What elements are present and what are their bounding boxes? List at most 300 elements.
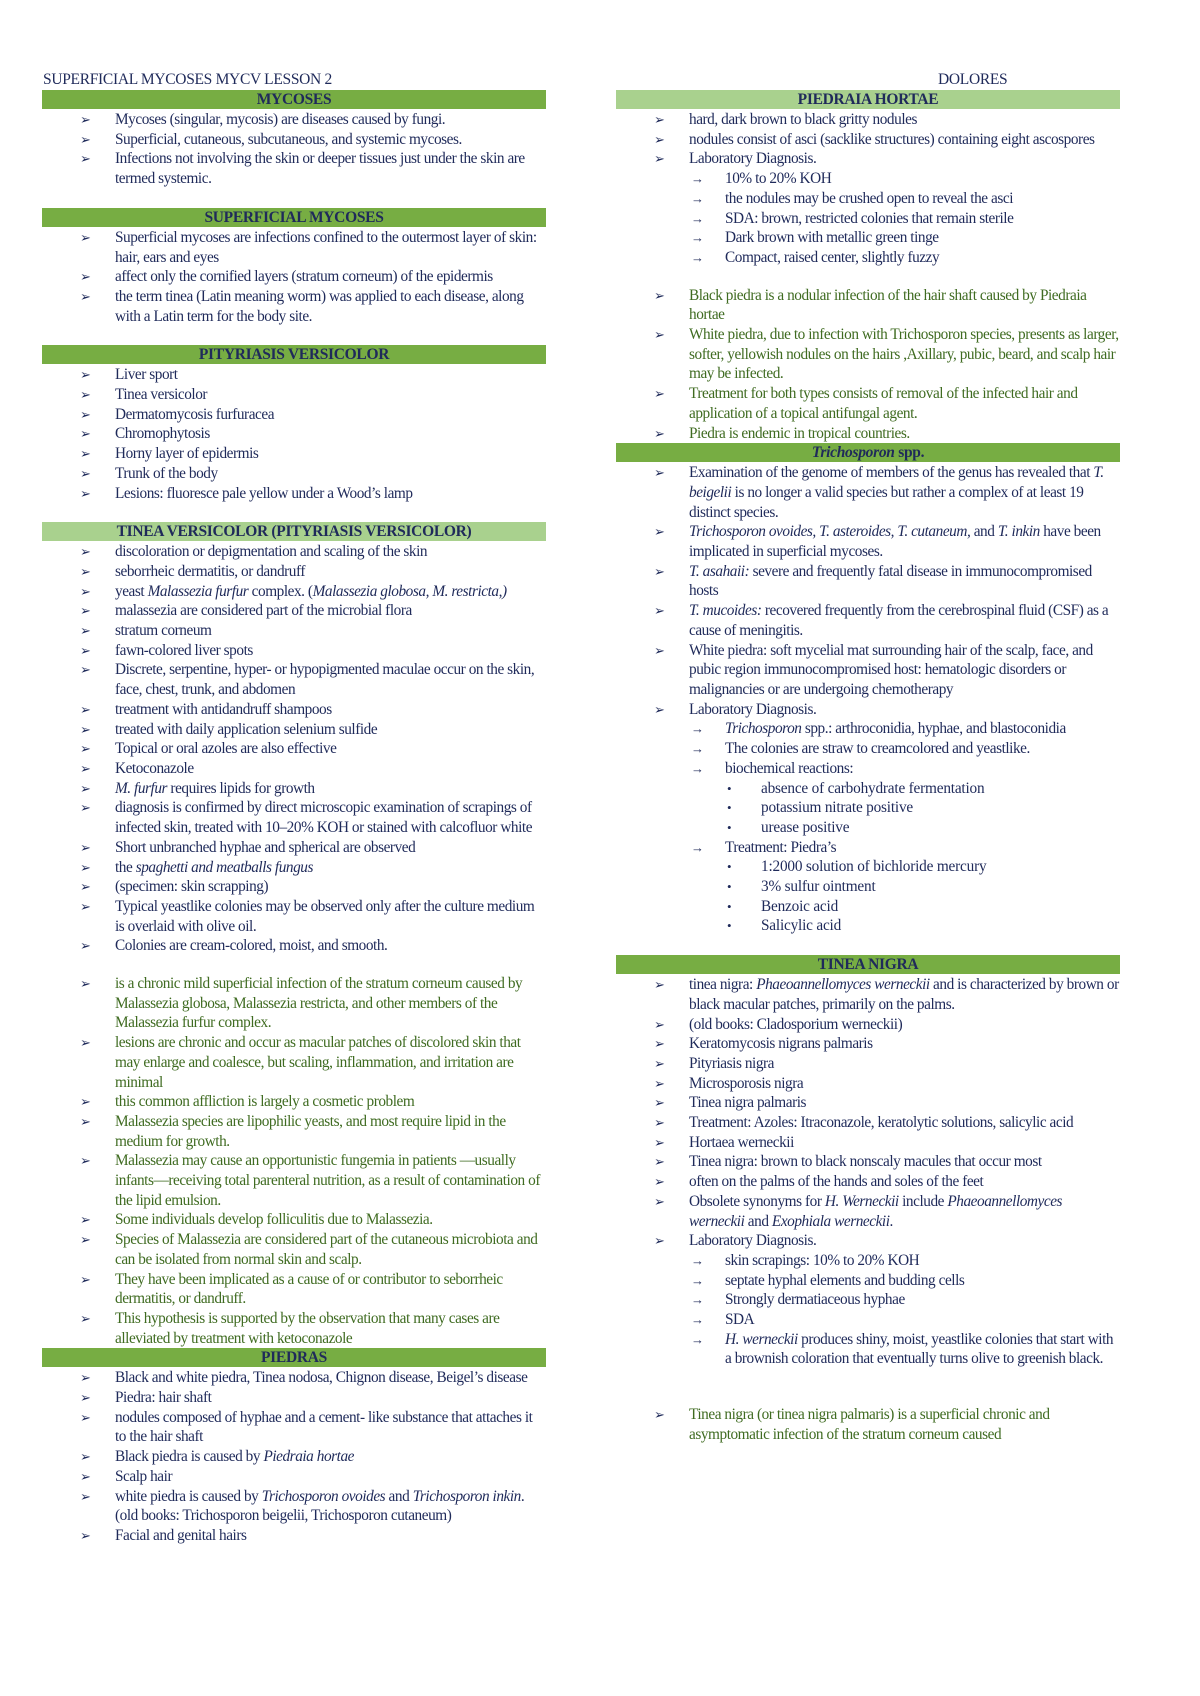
arrow-bullet-icon: ➢: [80, 623, 91, 639]
list-item-text: Some individuals develop folliculitis due to Malassezia.: [115, 1211, 433, 1229]
arrow-bullet-icon: ➢: [654, 642, 665, 658]
arrow-bullet-icon: ➢: [654, 977, 665, 993]
list-item: [616, 1133, 1120, 1153]
list-item: [42, 582, 546, 602]
list-item-text: malassezia are considered part of the microbial flora: [115, 602, 412, 620]
list-item-text: Tinea nigra palmaris: [689, 1094, 807, 1112]
section-title: TINEA NIGRA: [616, 955, 1120, 974]
arrow-bullet-icon: ➢: [80, 859, 91, 875]
arrow-bullet-icon: ➢: [654, 131, 665, 147]
list-item: [42, 287, 546, 326]
right-arrow-icon: →: [691, 741, 704, 757]
sub-list-item-text: SDA: [725, 1311, 755, 1329]
right-arrow-icon: →: [691, 1312, 704, 1328]
list-item-text: Treatment for both types consists of removal of the infected hair and application of a topical antifungal agent.: [689, 385, 1078, 422]
list-item-text: M. furfur requires lipids for growth: [115, 779, 315, 797]
arrow-bullet-icon: ➢: [80, 1271, 91, 1287]
list-item: [616, 522, 1120, 561]
list-item-text: fawn-colored liver spots: [115, 641, 253, 659]
list-item: [42, 621, 546, 641]
list-item-text: Black and white piedra, Tinea nodosa, Chignon disease, Beigel’s disease: [115, 1369, 528, 1387]
right-arrow-icon: →: [691, 210, 704, 226]
arrow-bullet-icon: ➢: [654, 524, 665, 540]
list-item: [616, 424, 1120, 444]
sub-list-item-text: Compact, raised center, slightly fuzzy: [725, 248, 940, 266]
section-title: MYCOSES: [42, 90, 546, 109]
list-item-text: affect only the cornified layers (stratum corneum) of the epidermis: [115, 268, 493, 286]
list-item: [42, 1526, 546, 1546]
list-item: [616, 149, 1120, 267]
list-item-text: tinea nigra: Phaeoannellomyces werneckii and is characterized by brown or black macular patches, primarily on the palms.: [689, 976, 1119, 1013]
nested-list-item: [725, 857, 1120, 877]
left-section: [42, 522, 546, 1348]
list-item-text: Black piedra is a nodular infection of the hair shaft caused by Piedraia hortae: [689, 286, 1087, 324]
section-title: PIEDRAIA HORTAE: [616, 90, 1120, 109]
list-item: [42, 1270, 546, 1309]
section-gap: [42, 326, 546, 345]
nested-list-item-text: Benzoic acid: [761, 897, 839, 915]
right-section: [616, 955, 1120, 1444]
sub-list-item-text: biochemical reactions:: [725, 759, 854, 777]
arrow-bullet-icon: ➢: [80, 701, 91, 717]
arrow-bullet-icon: ➢: [80, 288, 91, 304]
arrow-bullet-icon: ➢: [80, 721, 91, 737]
sub-list-item-text: Strongly dermatiaceous hyphae: [725, 1291, 905, 1309]
list-item: [42, 936, 546, 956]
dot-bullet-icon: •: [727, 859, 732, 875]
list-item-text: White piedra, due to infection with Trichosporon species, presents as larger, softer, yellowish nodules on the hairs ,Axillary, pubic, beard, and scalp hair may be infected.: [689, 326, 1119, 383]
arrow-bullet-icon: ➢: [654, 1407, 665, 1423]
section-title: SUPERFICIAL MYCOSES: [42, 208, 546, 227]
list-item: [616, 384, 1120, 423]
list-item: [616, 1152, 1120, 1172]
arrow-bullet-icon: ➢: [80, 603, 91, 619]
right-arrow-icon: →: [691, 1292, 704, 1308]
list-item: [42, 464, 546, 484]
list-item-text: Lesions: fluoresce pale yellow under a Wood’s lamp: [115, 484, 413, 502]
list-item: [42, 1388, 546, 1408]
list-item: [42, 1092, 546, 1112]
list-item: [42, 660, 546, 699]
arrow-bullet-icon: ➢: [654, 1233, 665, 1249]
list-item-text: Discrete, serpentine, hyper- or hypopigmented maculae occur on the skin, face, chest, trunk, and abdomen: [115, 661, 535, 699]
sub-list-item-text: 10% to 20% KOH: [725, 170, 832, 188]
list-item-text: Black piedra is caused by Piedraia hortae: [115, 1448, 354, 1466]
list-item-text: Mycoses (singular, mycosis) are diseases caused by fungi.: [115, 111, 446, 128]
list-item-text: lesions are chronic and occur as macular patches of discolored skin that may enlarge and coalesce, but scaling, inflammation, and irritation are minimal: [115, 1034, 521, 1091]
arrow-bullet-icon: ➢: [80, 760, 91, 776]
nested-list-item-text: Salicylic acid: [761, 917, 842, 935]
arrow-bullet-icon: ➢: [654, 386, 665, 402]
list-item-text: Superficial mycoses are infections confined to the outermost layer of skin: hair, ears and eyes: [115, 228, 537, 266]
arrow-bullet-icon: ➢: [80, 269, 91, 285]
list-item-text: treated with daily application selenium sulfide: [115, 720, 378, 738]
bullet-list: [616, 975, 1120, 1444]
sub-list-item: [689, 228, 1120, 248]
list-item-text: Topical or oral azoles are also effective: [115, 740, 337, 758]
left-section: [42, 345, 546, 503]
bullet-list: [42, 228, 546, 327]
list-item: [616, 110, 1120, 130]
arrow-bullet-icon: ➢: [80, 938, 91, 954]
right-arrow-icon: →: [691, 760, 704, 776]
list-item: [42, 838, 546, 858]
arrow-bullet-icon: ➢: [80, 1449, 91, 1465]
list-item-text: discoloration or depigmentation and scaling of the skin: [115, 543, 428, 561]
list-item: [616, 1054, 1120, 1074]
dot-bullet-icon: •: [727, 800, 732, 816]
arrow-bullet-icon: ➢: [654, 563, 665, 579]
list-item-text: Treatment: Azoles: Itraconazole, keratolytic solutions, salicylic acid: [689, 1114, 1074, 1132]
dot-bullet-icon: •: [727, 918, 732, 934]
arrow-bullet-icon: ➢: [80, 406, 91, 422]
list-item: [42, 1309, 546, 1348]
dot-bullet-icon: •: [727, 780, 732, 796]
list-item-text: They have been implicated as a cause of or contributor to seborrheic dermatitis, or dandruff.: [115, 1270, 503, 1308]
list-item: [42, 1368, 546, 1388]
arrow-bullet-icon: ➢: [654, 151, 665, 167]
nested-list-item: [725, 916, 1120, 936]
list-item: [42, 424, 546, 444]
list-item: [42, 641, 546, 661]
list-item-text: is a chronic mild superficial infection of the stratum corneum caused by Malassezia globosa, Malassezia restricta, and other members of the Malassezia furfur complex.: [115, 975, 523, 1032]
list-item-text: Species of Malassezia are considered part of the cutaneous microbiota and can be isolated from normal skin and scalp.: [115, 1231, 538, 1268]
arrow-bullet-icon: ➢: [654, 465, 665, 481]
arrow-bullet-icon: ➢: [80, 800, 91, 816]
right-arrow-icon: →: [691, 190, 704, 206]
right-arrow-icon: →: [691, 1272, 704, 1288]
nested-list-item: [725, 877, 1120, 897]
list-item-text: T. mucoides: recovered frequently from the cerebrospinal fluid (CSF) as a cause of meningitis.: [689, 602, 1109, 639]
list-item: [42, 1033, 546, 1092]
sub-list-item-text: the nodules may be crushed open to reveal the asci: [725, 189, 1014, 207]
list-item: [616, 130, 1120, 150]
section-gap: [616, 936, 1120, 955]
list-item: [42, 739, 546, 759]
list-item: [616, 1015, 1120, 1035]
list-item: [616, 562, 1120, 601]
right-arrow-icon: →: [691, 1252, 704, 1268]
list-item: [42, 484, 546, 504]
list-item: [42, 444, 546, 464]
arrow-bullet-icon: ➢: [80, 387, 91, 403]
list-item-text: Microsporosis nigra: [689, 1074, 804, 1092]
list-item-text: Piedra: hair shaft: [115, 1389, 212, 1407]
arrow-bullet-icon: ➢: [654, 1193, 665, 1209]
sub-list: [689, 719, 1120, 936]
arrow-bullet-icon: ➢: [80, 1468, 91, 1484]
list-item: [42, 149, 546, 188]
arrow-bullet-icon: ➢: [80, 446, 91, 462]
right-section: [616, 90, 1120, 443]
arrow-bullet-icon: ➢: [80, 879, 91, 895]
list-item: [42, 130, 546, 150]
arrow-bullet-icon: ➢: [654, 1075, 665, 1091]
spacer: [616, 1387, 1120, 1405]
bullet-list: [616, 110, 1120, 443]
left-column: [42, 90, 546, 1546]
right-column: [616, 90, 1120, 1445]
arrow-bullet-icon: ➢: [80, 1488, 91, 1504]
list-item-text: Examination of the genome of members of the genus has revealed that T. beigelii is no longer a valid species but rather a complex of at least 19 distinct species.: [689, 464, 1104, 521]
list-item: [42, 1467, 546, 1487]
list-item: [42, 1447, 546, 1467]
arrow-bullet-icon: ➢: [80, 1153, 91, 1169]
nested-list-item: [725, 897, 1120, 917]
list-item-text: Dermatomycosis furfuracea: [115, 405, 275, 423]
arrow-bullet-icon: ➢: [80, 112, 91, 127]
list-item-text: (specimen: skin scrapping): [115, 878, 269, 896]
list-item-text: (old books: Cladosporium werneckii): [689, 1015, 903, 1033]
arrow-bullet-icon: ➢: [80, 1390, 91, 1406]
arrow-bullet-icon: ➢: [80, 229, 91, 245]
arrow-bullet-icon: ➢: [654, 112, 665, 127]
sub-list-item: [689, 838, 1120, 937]
arrow-bullet-icon: ➢: [654, 425, 665, 441]
arrow-bullet-icon: ➢: [654, 287, 665, 303]
list-item-text: Tinea nigra: brown to black nonscaly macules that occur most: [689, 1153, 1042, 1171]
sub-list-item: [689, 189, 1120, 209]
list-item-text: Laboratory Diagnosis.: [689, 1232, 817, 1250]
arrow-bullet-icon: ➢: [80, 151, 91, 167]
list-item: [42, 542, 546, 562]
arrow-bullet-icon: ➢: [654, 1154, 665, 1170]
arrow-bullet-icon: ➢: [654, 1134, 665, 1150]
bullet-list: [42, 365, 546, 503]
arrow-bullet-icon: ➢: [80, 1310, 91, 1326]
list-item: [42, 877, 546, 897]
arrow-bullet-icon: ➢: [80, 642, 91, 658]
list-item: [42, 897, 546, 936]
sub-list-item-text: Trichosporon spp.: arthroconidia, hyphae, and blastoconidia: [725, 720, 1066, 738]
right-arrow-icon: →: [691, 839, 704, 855]
list-item-text: Trichosporon ovoides, T. asteroides, T. cutaneum, and T. inkin have been implicated in superficial mycoses.: [689, 523, 1101, 561]
arrow-bullet-icon: ➢: [654, 1115, 665, 1131]
right-arrow-icon: →: [691, 721, 704, 737]
list-item-text: Typical yeastlike colonies may be observed only after the culture medium is overlaid with olive oil.: [115, 897, 535, 935]
list-item-text: Liver sport: [115, 366, 178, 384]
sub-list-item-text: septate hyphal elements and budding cells: [725, 1271, 965, 1289]
list-item-text: treatment with antidandruff shampoos: [115, 700, 332, 718]
list-item: [42, 720, 546, 740]
arrow-bullet-icon: ➢: [80, 1035, 91, 1051]
list-item-text: Laboratory Diagnosis.: [689, 700, 817, 718]
list-item-text: This hypothesis is supported by the observation that many cases are alleviated by treatment with ketoconazole: [115, 1309, 500, 1347]
left-section: [42, 90, 546, 189]
list-item-text: Piedra is endemic in tropical countries.: [689, 424, 910, 442]
dot-bullet-icon: •: [727, 879, 732, 895]
list-item-text: nodules composed of hyphae and a cement- like substance that attaches it to the hair shaft: [115, 1408, 533, 1446]
list-item: [42, 1408, 546, 1447]
section-title: PITYRIASIS VERSICOLOR: [42, 345, 546, 364]
arrow-bullet-icon: ➢: [80, 1409, 91, 1425]
list-item: [42, 798, 546, 837]
list-item: [616, 1093, 1120, 1113]
list-item-text: seborrheic dermatitis, or dandruff: [115, 562, 306, 580]
sub-list-item-text: The colonies are straw to creamcolored and yeastlike.: [725, 740, 1030, 758]
list-item-text: White piedra: soft mycelial mat surrounding hair of the scalp, face, and pubic region immunocompromised host: hematologic disorders or malignancies or are undergoing chemotherapy: [689, 641, 1093, 698]
list-item-text: Chromophytosis: [115, 425, 210, 443]
arrow-bullet-icon: ➢: [80, 662, 91, 678]
list-item-text: stratum corneum: [115, 622, 212, 640]
arrow-bullet-icon: ➢: [80, 1094, 91, 1110]
list-item: [42, 700, 546, 720]
list-item-text: Tinea nigra (or tinea nigra palmaris) is a superficial chronic and asymptomatic infection of the stratum corneum caused: [689, 1406, 1050, 1443]
list-item: [42, 110, 546, 130]
right-arrow-icon: →: [691, 1331, 704, 1347]
list-item-text: hard, dark brown to black gritty nodules: [689, 111, 917, 128]
arrow-bullet-icon: ➢: [80, 898, 91, 914]
list-item-text: Trunk of the body: [115, 464, 218, 482]
document-header-left: SUPERFICIAL MYCOSES MYCV LESSON 2: [43, 71, 332, 88]
sub-list-item: [689, 739, 1120, 759]
list-item: [616, 975, 1120, 1014]
list-item: [42, 974, 546, 1033]
arrow-bullet-icon: ➢: [80, 741, 91, 757]
arrow-bullet-icon: ➢: [654, 1174, 665, 1190]
list-item-text: Tinea versicolor: [115, 386, 208, 404]
list-item: [42, 1210, 546, 1230]
list-item: [42, 779, 546, 799]
left-section: [42, 208, 546, 327]
nested-bullet-list: [725, 857, 1120, 936]
list-item: [42, 1487, 546, 1526]
section-gap: [42, 503, 546, 522]
right-arrow-icon: →: [691, 171, 704, 187]
list-item-text: Infections not involving the skin or deeper tissues just under the skin are termed systemic.: [115, 150, 525, 188]
list-item: [42, 365, 546, 385]
list-item-text: Colonies are cream-colored, moist, and smooth.: [115, 937, 388, 955]
list-item-text: this common affliction is largely a cosmetic problem: [115, 1093, 415, 1111]
list-item: [42, 1151, 546, 1210]
nested-list-item: [725, 798, 1120, 818]
section-title: PIEDRAS: [42, 1348, 546, 1367]
sub-list-item: [689, 1271, 1120, 1291]
list-item-text: nodules consist of asci (sacklike structures) containing eight ascospores: [689, 130, 1095, 148]
sub-list-item: [689, 248, 1120, 268]
list-item-text: Pityriasis nigra: [689, 1054, 774, 1072]
sub-list-item: [689, 1330, 1120, 1369]
list-item: [42, 405, 546, 425]
arrow-bullet-icon: ➢: [654, 1036, 665, 1052]
arrow-bullet-icon: ➢: [80, 1528, 91, 1543]
bullet-list: [42, 110, 546, 189]
list-item-text: Malassezia may cause an opportunistic fungemia in patients —usually infants—receiving total parenteral nutrition, as a result of contamination of the lipid emulsion.: [115, 1152, 540, 1209]
list-item: [616, 1172, 1120, 1192]
list-item-text: Facial and genital hairs: [115, 1527, 247, 1544]
list-item-text: Short unbranched hyphae and spherical are observed: [115, 838, 416, 856]
list-item-text: Obsolete synonyms for H. Werneckii include Phaeoannellomyces werneckii and Exophiala werneckii.: [689, 1192, 1063, 1230]
list-item-text: Superficial, cutaneous, subcutaneous, and systemic mycoses.: [115, 130, 462, 148]
arrow-bullet-icon: ➢: [80, 485, 91, 501]
list-item-text: T. asahaii: severe and frequently fatal disease in immunocompromised hosts: [689, 562, 1092, 600]
arrow-bullet-icon: ➢: [654, 327, 665, 343]
list-item-text: Malassezia species are lipophilic yeasts, and most require lipid in the medium for growth.: [115, 1112, 506, 1150]
list-item: [616, 641, 1120, 700]
list-item: [616, 1034, 1120, 1054]
dot-bullet-icon: •: [727, 819, 732, 835]
bullet-list: [42, 542, 546, 1348]
list-item-text: diagnosis is confirmed by direct microscopic examination of scrapings of infected skin, treated with 10–20% KOH or stained with calcofluor white: [115, 799, 533, 837]
arrow-bullet-icon: ➢: [80, 1212, 91, 1228]
arrow-bullet-icon: ➢: [80, 1232, 91, 1248]
list-item: [42, 1230, 546, 1269]
list-item: [42, 759, 546, 779]
list-item: [616, 286, 1120, 325]
arrow-bullet-icon: ➢: [80, 583, 91, 599]
arrow-bullet-icon: ➢: [80, 976, 91, 992]
dot-bullet-icon: •: [727, 898, 732, 914]
list-item-text: the term tinea (Latin meaning worm) was applied to each disease, along with a Latin term for the body site.: [115, 287, 524, 325]
nested-list-item-text: potassium nitrate positive: [761, 799, 913, 817]
arrow-bullet-icon: ➢: [80, 544, 91, 560]
nested-list-item: [725, 779, 1120, 799]
list-item: [42, 1112, 546, 1151]
list-item: [42, 858, 546, 878]
sub-list-item-text: Dark brown with metallic green tinge: [725, 229, 939, 247]
sub-list-item: [689, 1310, 1120, 1330]
sub-list-item: [689, 169, 1120, 189]
list-item: [616, 601, 1120, 640]
section-gap: [42, 189, 546, 208]
arrow-bullet-icon: ➢: [654, 603, 665, 619]
list-item: [42, 601, 546, 621]
section-title: Trichosporon spp.: [616, 443, 1120, 462]
arrow-bullet-icon: ➢: [80, 780, 91, 796]
sub-list: [689, 1251, 1120, 1369]
list-item-text: Ketoconazole: [115, 759, 194, 777]
section-title: TINEA VERSICOLOR (PITYRIASIS VERSICOLOR): [42, 522, 546, 541]
left-section: [42, 1348, 546, 1545]
list-item: [616, 1231, 1120, 1369]
list-item: [42, 385, 546, 405]
arrow-bullet-icon: ➢: [80, 1113, 91, 1129]
list-item-text: Keratomycosis nigrans palmaris: [689, 1035, 873, 1053]
list-item-text: white piedra is caused by Trichosporon ovoides and Trichosporon inkin. (old books: Trichosporon beigelii, Trichosporon cutaneum): [115, 1487, 525, 1525]
spacer: [616, 1369, 1120, 1387]
arrow-bullet-icon: ➢: [654, 1055, 665, 1071]
list-item-text: Scalp hair: [115, 1467, 173, 1485]
list-item-text: often on the palms of the hands and soles of the feet: [689, 1173, 984, 1191]
list-item-text: yeast Malassezia furfur complex. (Malassezia globosa, M. restricta,): [115, 582, 507, 600]
nested-list-item-text: urease positive: [761, 818, 850, 836]
arrow-bullet-icon: ➢: [654, 1016, 665, 1032]
list-item-text: Horny layer of epidermis: [115, 445, 259, 463]
list-item-text: Hortaea werneckii: [689, 1133, 794, 1151]
sub-list-item-text: Treatment: Piedra’s: [725, 838, 837, 856]
sub-list-item: [689, 719, 1120, 739]
list-item: [616, 1113, 1120, 1133]
list-item: [616, 325, 1120, 384]
sub-list-item-text: H. werneckii produces shiny, moist, yeastlike colonies that start with a brownish coloration that eventually turns olive to greenish black.: [725, 1330, 1114, 1368]
arrow-bullet-icon: ➢: [80, 1370, 91, 1386]
arrow-bullet-icon: ➢: [80, 367, 91, 383]
arrow-bullet-icon: ➢: [80, 131, 91, 147]
sub-list-item: [689, 759, 1120, 838]
list-item: [42, 228, 546, 267]
bullet-list: [616, 463, 1120, 936]
spacer: [42, 956, 546, 974]
arrow-bullet-icon: ➢: [654, 701, 665, 717]
sub-list-item-text: SDA: brown, restricted colonies that remain sterile: [725, 209, 1014, 227]
right-arrow-icon: →: [691, 230, 704, 246]
right-arrow-icon: →: [691, 249, 704, 265]
list-item: [616, 1074, 1120, 1094]
arrow-bullet-icon: ➢: [654, 1095, 665, 1111]
sub-list-item: [689, 1251, 1120, 1271]
list-item: [616, 1405, 1120, 1444]
document-header-right: DOLORES: [938, 71, 1008, 88]
